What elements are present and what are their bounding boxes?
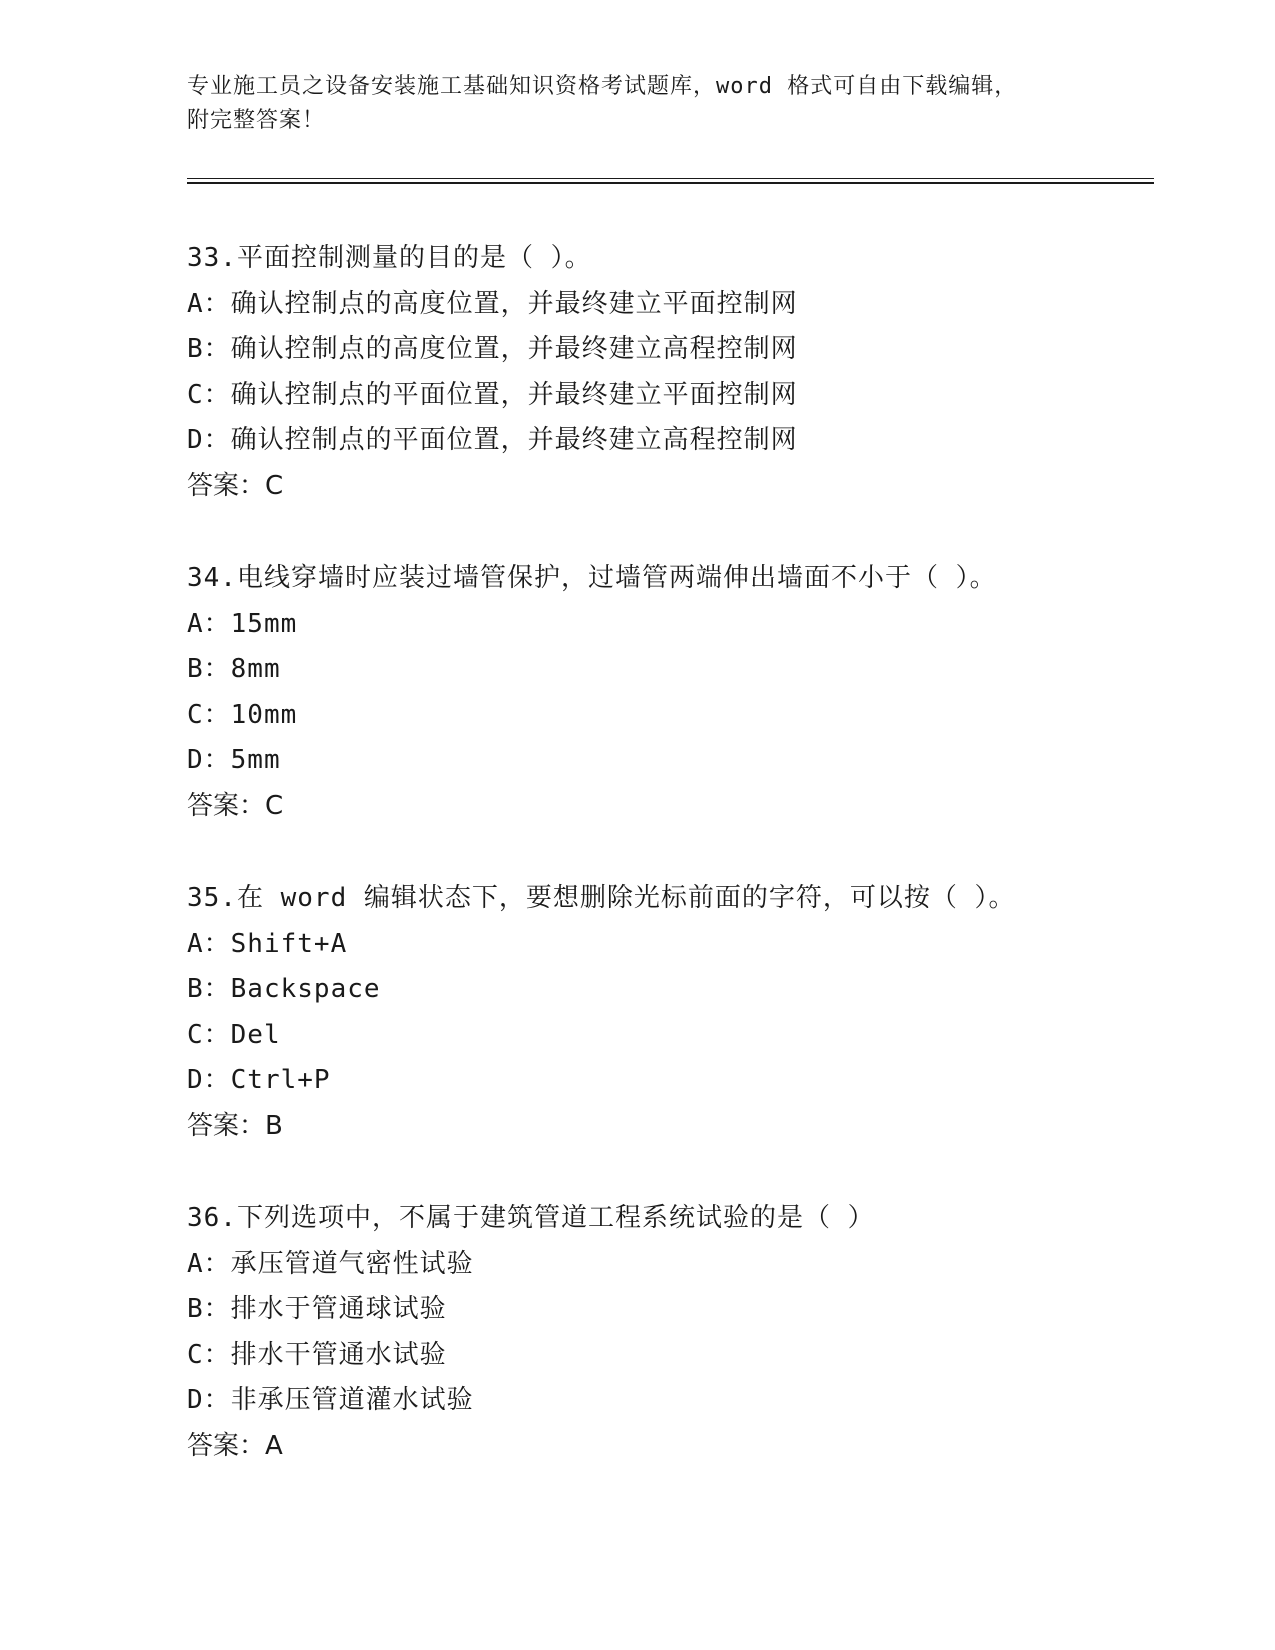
header-line-1: 专业施工员之设备安装施工基础知识资格考试题库，word 格式可自由下载编辑， — [187, 74, 1018, 99]
document-header — [187, 70, 1087, 138]
question-36 — [187, 1196, 1147, 1516]
option-b: B：8mm — [187, 654, 281, 684]
option-c: C：确认控制点的平面位置，并最终建立平面控制网 — [187, 379, 798, 410]
option-d: D：确认控制点的平面位置，并最终建立高程控制网 — [187, 425, 798, 455]
answer-line: 答案：C — [187, 790, 284, 821]
header-line-2: 附完整答案！ — [187, 108, 326, 133]
option-a: A：Shift+A — [187, 928, 348, 959]
question-stem: 35.在 word 编辑状态下，要想删除光标前面的字符，可以按（ ）。 — [187, 883, 1016, 913]
option-c: C：10mm — [187, 699, 298, 730]
question-list — [187, 236, 1147, 1516]
option-a: A：确认控制点的高度位置，并最终建立平面控制网 — [187, 288, 798, 319]
answer-line: 答案：B — [187, 1110, 283, 1141]
answer-line: 答案：C — [187, 470, 284, 501]
option-b: B：排水于管通球试验 — [187, 1294, 447, 1324]
question-stem: 34.电线穿墙时应装过墙管保护，过墙管两端伸出墙面不小于（ ）。 — [187, 563, 997, 593]
header-divider-top — [187, 178, 1154, 179]
answer-line: 答案：A — [187, 1430, 283, 1461]
option-d: D：非承压管道灌水试验 — [187, 1385, 474, 1415]
question-stem: 33.平面控制测量的目的是（ ）。 — [187, 243, 592, 273]
question-stem: 36.下列选项中，不属于建筑管道工程系统试验的是（ ） — [187, 1203, 875, 1233]
option-c: C：Del — [187, 1019, 281, 1050]
option-c: C：排水干管通水试验 — [187, 1339, 447, 1370]
option-b: B：Backspace — [187, 974, 381, 1004]
option-d: D：Ctrl+P — [187, 1065, 331, 1095]
question-35 — [187, 876, 1147, 1196]
question-33 — [187, 236, 1147, 556]
header-divider-bottom — [187, 182, 1154, 184]
option-b: B：确认控制点的高度位置，并最终建立高程控制网 — [187, 334, 798, 364]
option-a: A：承压管道气密性试验 — [187, 1248, 474, 1279]
option-a: A：15mm — [187, 608, 298, 639]
question-34 — [187, 556, 1147, 876]
option-d: D：5mm — [187, 745, 281, 775]
